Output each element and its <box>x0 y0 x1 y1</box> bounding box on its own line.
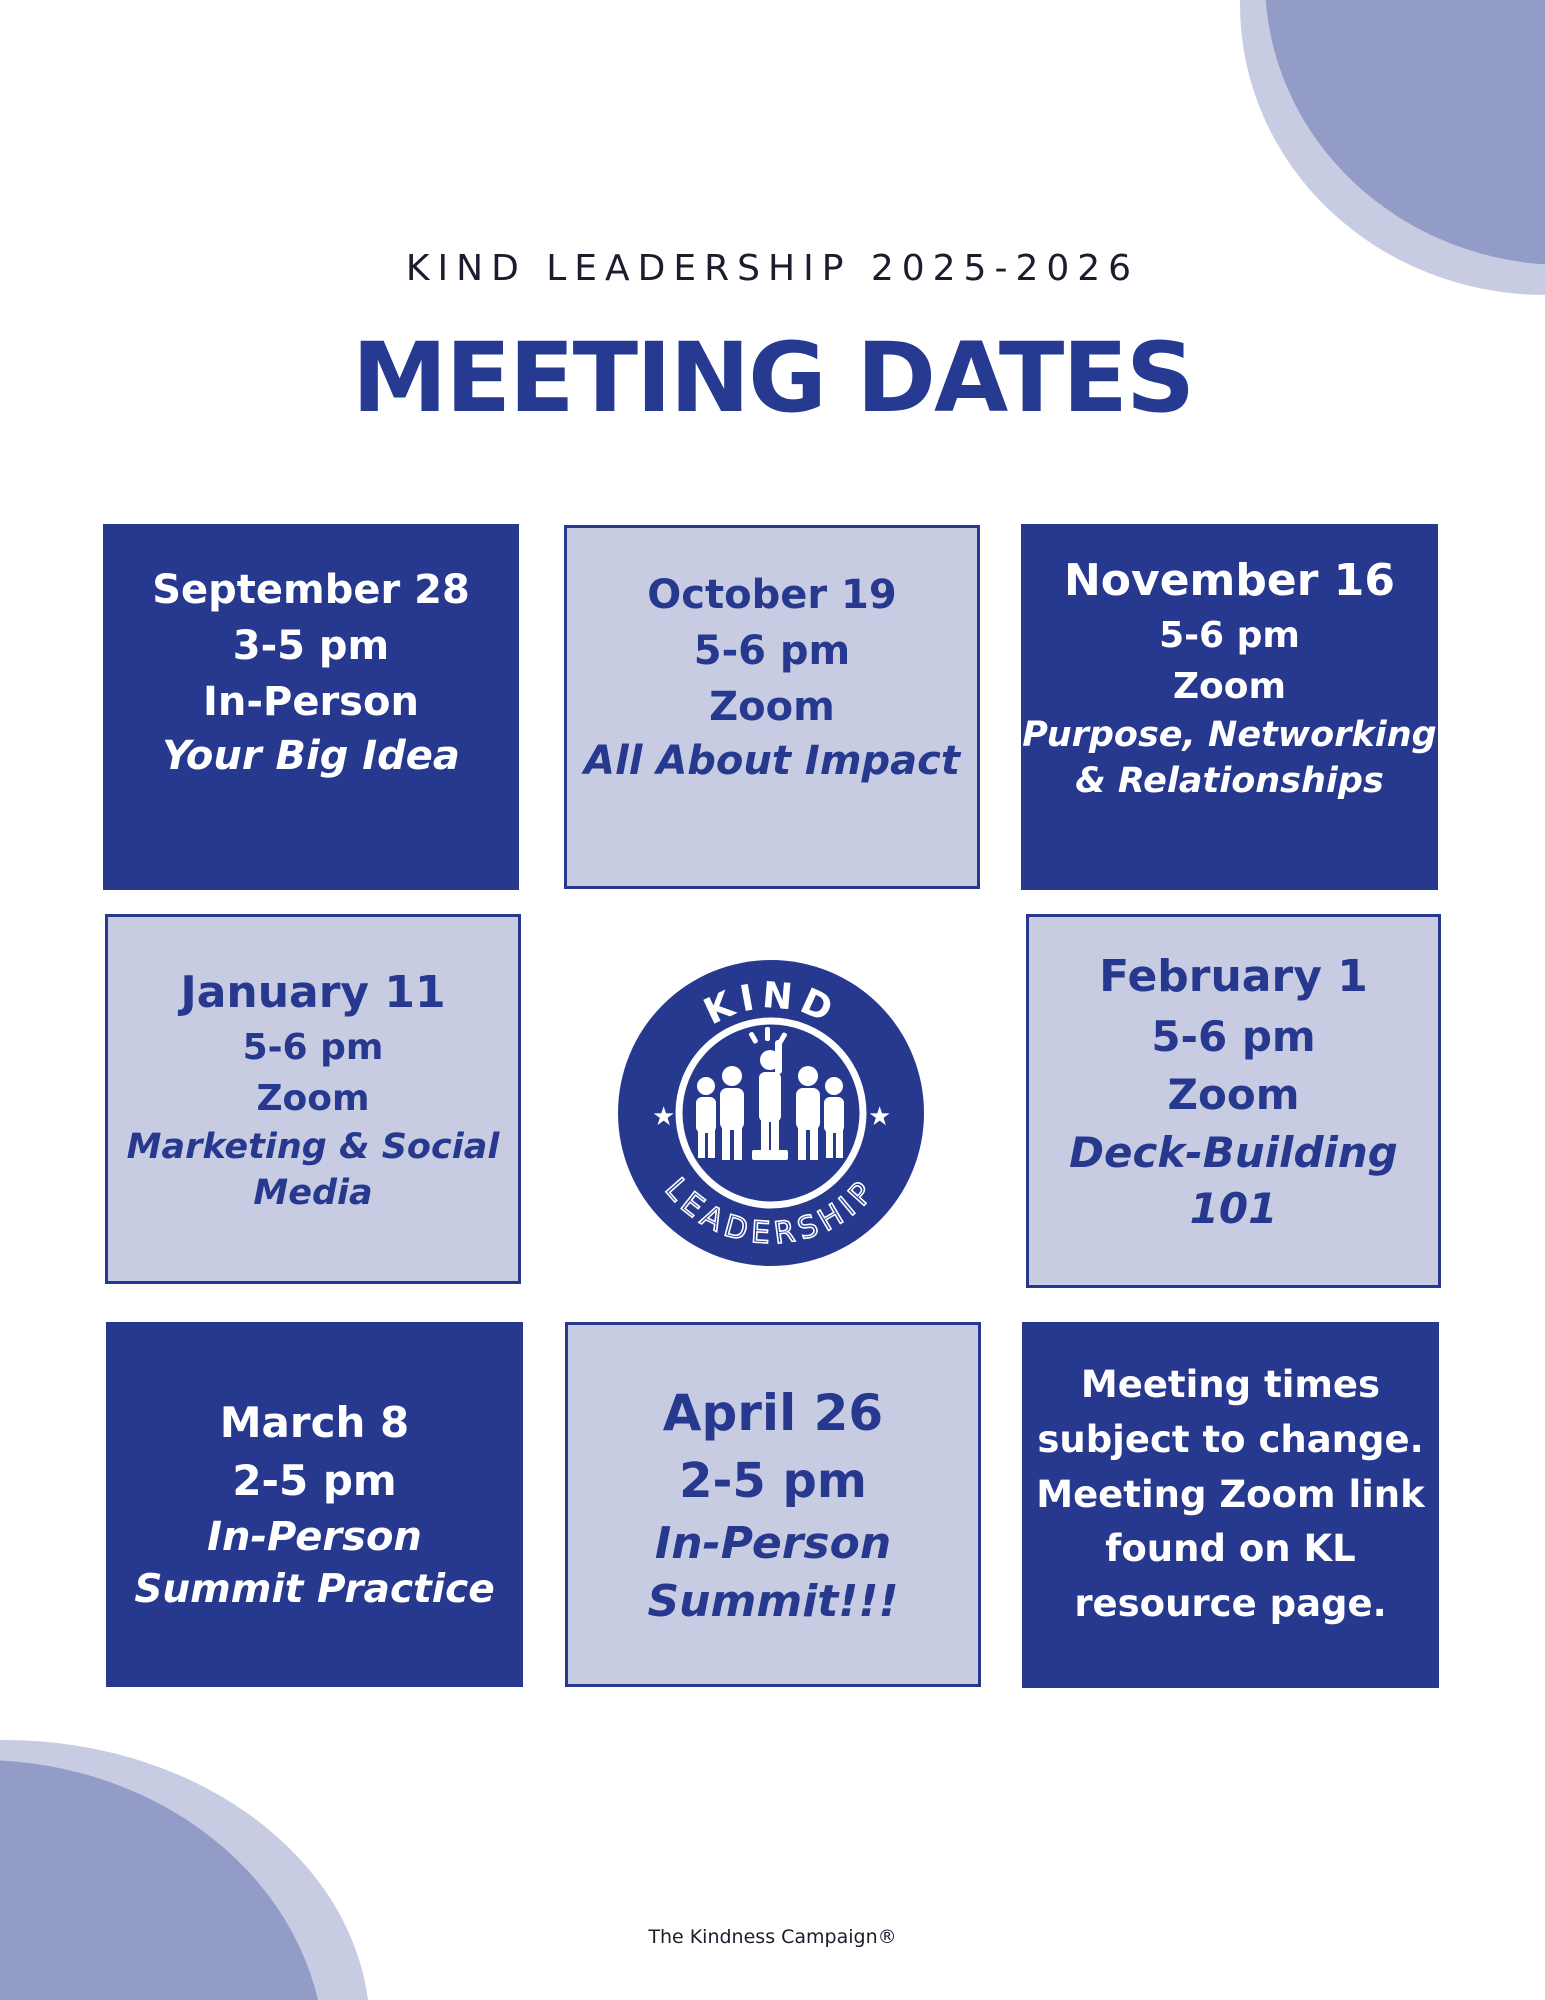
meeting-date: October 19 <box>647 571 897 618</box>
meeting-topic-line-1: Deck-Building <box>1069 1128 1398 1178</box>
meeting-date: November 16 <box>1063 554 1395 606</box>
meeting-time: 3-5 pm <box>232 622 390 669</box>
meeting-card-october <box>564 525 980 889</box>
meeting-topic-line-2: 101 <box>1189 1183 1278 1233</box>
meeting-format: In-Person <box>203 678 419 725</box>
meeting-format: In-Person <box>207 1514 422 1561</box>
footer-credit: The Kindness Campaign® <box>648 1926 897 1948</box>
meeting-time: 5-6 pm <box>242 1027 384 1069</box>
meeting-card-march <box>106 1322 523 1687</box>
meeting-card-february <box>1026 914 1441 1288</box>
meeting-topic-line-2: Media <box>253 1173 373 1214</box>
logo-top-text: KIND <box>697 974 844 1034</box>
page-title: MEETING DATES <box>351 322 1194 434</box>
meeting-date: March 8 <box>219 1397 410 1447</box>
meeting-topic-line-1: Marketing & Social <box>126 1127 500 1167</box>
meeting-format: Zoom <box>709 683 835 730</box>
meeting-time: 5-6 pm <box>1151 1011 1316 1061</box>
meeting-time: 2-5 pm <box>679 1452 867 1509</box>
meeting-card-april <box>565 1322 981 1687</box>
schedule-note-card <box>1022 1322 1439 1688</box>
meeting-format: Zoom <box>256 1077 370 1119</box>
meeting-date: January 11 <box>180 966 446 1018</box>
meeting-topic: Summit Practice <box>134 1566 495 1612</box>
star-icon: ★ <box>868 1102 892 1132</box>
star-icon: ★ <box>652 1102 676 1132</box>
program-eyebrow: KIND LEADERSHIP 2025-2026 <box>405 248 1140 289</box>
meeting-time: 5-6 pm <box>1159 615 1300 657</box>
meeting-format: Zoom <box>1172 665 1287 707</box>
note-line: found on KL <box>1105 1527 1356 1571</box>
meeting-date: April 26 <box>662 1383 884 1442</box>
note-line: subject to change. <box>1037 1417 1424 1461</box>
meeting-date: February 1 <box>1099 950 1368 1002</box>
meeting-topic: All About Impact <box>584 737 960 784</box>
meeting-topic-line-1: Purpose, Networking <box>1022 715 1437 755</box>
meeting-card-november <box>1021 524 1438 890</box>
meeting-card-september <box>103 524 519 890</box>
meeting-topic: Your Big Idea <box>162 732 460 779</box>
meeting-date: September 28 <box>152 566 470 613</box>
meeting-topic-line-2: & Relationships <box>1075 761 1384 802</box>
kind-leadership-logo <box>618 960 924 1266</box>
meeting-topic: Summit!!! <box>647 1576 899 1628</box>
meeting-card-january <box>105 914 521 1284</box>
note-line: Meeting Zoom link <box>1036 1472 1425 1516</box>
meeting-format: In-Person <box>654 1518 892 1570</box>
meeting-format: Zoom <box>1167 1070 1300 1120</box>
note-line: resource page. <box>1074 1582 1387 1626</box>
meeting-time: 5-6 pm <box>693 627 851 674</box>
logo-bottom-text: LEADERSHIP <box>657 1171 885 1252</box>
meeting-time: 2-5 pm <box>232 1456 397 1506</box>
note-line: Meeting times <box>1080 1363 1381 1407</box>
bottom-left-decoration <box>0 1740 370 2000</box>
